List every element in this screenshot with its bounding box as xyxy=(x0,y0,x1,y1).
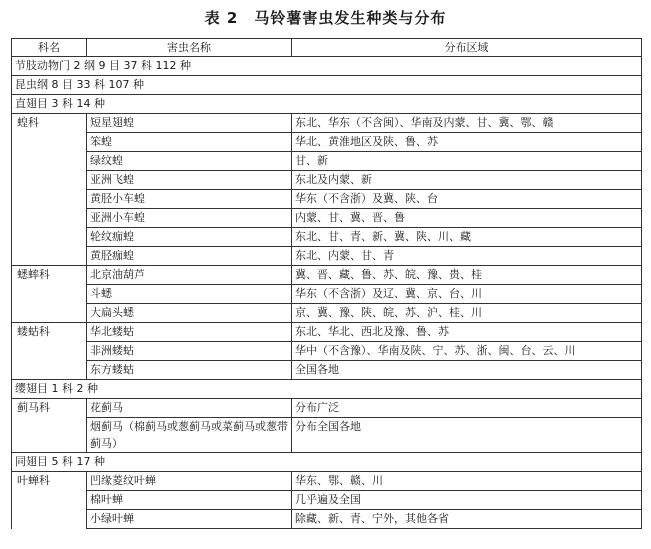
pest-name-cell: 花蓟马 xyxy=(87,399,292,418)
distribution-cell: 华东（不含浙）及辽、冀、京、台、川 xyxy=(292,285,642,304)
group-row xyxy=(12,76,642,95)
group-row xyxy=(12,380,642,399)
family-cell xyxy=(12,418,87,453)
distribution-cell: 分布广泛 xyxy=(292,399,642,418)
family-cell xyxy=(12,510,87,529)
distribution-cell: 冀、晋、藏、鲁、苏、皖、豫、贵、桂 xyxy=(292,266,642,285)
pest-name-cell: 黄胫小车蝗 xyxy=(87,190,292,209)
group-label: 缨翅目 1 科 2 种 xyxy=(12,380,642,399)
group-label: 节肢动物门 2 纲 9 目 37 科 112 种 xyxy=(12,57,642,76)
table-row xyxy=(12,342,642,361)
pest-name-cell: 亚洲小车蝗 xyxy=(87,209,292,228)
table-row xyxy=(12,133,642,152)
family-cell xyxy=(12,133,87,152)
pest-name-cell: 亚洲飞蝗 xyxy=(87,171,292,190)
pest-table xyxy=(11,38,642,529)
family-cell: 蓟马科 xyxy=(12,399,87,418)
table-row xyxy=(12,190,642,209)
pest-name-cell: 华北蝼蛄 xyxy=(87,323,292,342)
distribution-cell: 内蒙、甘、冀、晋、鲁 xyxy=(292,209,642,228)
group-label: 昆虫纲 8 目 33 科 107 种 xyxy=(12,76,642,95)
group-label: 直翅目 3 科 14 种 xyxy=(12,95,642,114)
family-cell xyxy=(12,247,87,266)
table-row xyxy=(12,361,642,380)
pest-name-cell: 黄胫痂蝗 xyxy=(87,247,292,266)
group-row xyxy=(12,453,642,472)
family-cell xyxy=(12,491,87,510)
distribution-cell: 全国各地 xyxy=(292,361,642,380)
family-cell xyxy=(12,152,87,171)
distribution-cell: 华中（不含豫）、华南及陕、宁、苏、浙、闽、台、云、川 xyxy=(292,342,642,361)
pest-name-cell: 绿纹蝗 xyxy=(87,152,292,171)
family-cell xyxy=(12,171,87,190)
distribution-cell: 东北及内蒙、新 xyxy=(292,171,642,190)
family-cell: 蝼蛄科 xyxy=(12,323,87,342)
table-row xyxy=(12,323,642,342)
group-row xyxy=(12,95,642,114)
pest-name-cell: 大扁头蟋 xyxy=(87,304,292,323)
pest-name-cell: 北京油葫芦 xyxy=(87,266,292,285)
pest-name-cell: 斗蟋 xyxy=(87,285,292,304)
distribution-cell: 除藏、新、青、宁外，其他各省 xyxy=(292,510,642,529)
distribution-cell: 华北、黄淮地区及陕、鲁、苏 xyxy=(292,133,642,152)
pest-name-cell: 凹缘菱纹叶蝉 xyxy=(87,472,292,491)
family-cell xyxy=(12,209,87,228)
table-row xyxy=(12,171,642,190)
header-row xyxy=(12,39,642,57)
family-cell: 蝗科 xyxy=(12,114,87,133)
table-row xyxy=(12,209,642,228)
pest-name-cell: 短星翅蝗 xyxy=(87,114,292,133)
table-row xyxy=(12,285,642,304)
distribution-cell: 华东（不含浙）及冀、陕、台 xyxy=(292,190,642,209)
pest-name-cell: 棉叶蝉 xyxy=(87,491,292,510)
table-row xyxy=(12,491,642,510)
pest-name-cell: 非洲蝼蛄 xyxy=(87,342,292,361)
header-distribution: 分布区域 xyxy=(292,39,642,57)
table-row xyxy=(12,266,642,285)
distribution-cell: 分布全国各地 xyxy=(292,418,642,453)
distribution-cell: 东北、华东（不含闽）、华南及内蒙、甘、冀、鄂、赣 xyxy=(292,114,642,133)
pest-name-cell: 笨蝗 xyxy=(87,133,292,152)
table-row xyxy=(12,399,642,418)
family-cell xyxy=(12,190,87,209)
table-row xyxy=(12,228,642,247)
table-row xyxy=(12,418,642,453)
group-row xyxy=(12,57,642,76)
table-row xyxy=(12,472,642,491)
family-cell xyxy=(12,285,87,304)
family-cell: 蟋蟀科 xyxy=(12,266,87,285)
table-row xyxy=(12,114,642,133)
family-cell: 叶蝉科 xyxy=(12,472,87,491)
family-cell xyxy=(12,304,87,323)
pest-name-cell: 东方蝼蛄 xyxy=(87,361,292,380)
table-row xyxy=(12,247,642,266)
pest-name-cell: 轮纹痂蝗 xyxy=(87,228,292,247)
distribution-cell: 东北、内蒙、甘、青 xyxy=(292,247,642,266)
pest-name-cell: 小绿叶蝉 xyxy=(87,510,292,529)
table-row xyxy=(12,304,642,323)
table-title: 表 2 马铃薯害虫发生种类与分布 xyxy=(204,9,447,27)
group-label: 同翅目 5 科 17 种 xyxy=(12,453,642,472)
family-cell xyxy=(12,342,87,361)
table-row xyxy=(12,152,642,171)
table-body xyxy=(12,57,642,529)
distribution-cell: 京、冀、豫、陕、皖、苏、沪、桂、川 xyxy=(292,304,642,323)
family-cell xyxy=(12,361,87,380)
distribution-cell: 华东、鄂、赣、川 xyxy=(292,472,642,491)
distribution-cell: 东北、华北、西北及豫、鲁、苏 xyxy=(292,323,642,342)
distribution-cell: 几乎遍及全国 xyxy=(292,491,642,510)
family-cell xyxy=(12,228,87,247)
header-family: 科名 xyxy=(12,39,87,57)
distribution-cell: 甘、新 xyxy=(292,152,642,171)
header-pest-name: 害虫名称 xyxy=(87,39,292,57)
distribution-cell: 东北、甘、青、新、冀、陕、川、藏 xyxy=(292,228,642,247)
table-row xyxy=(12,510,642,529)
pest-name-cell: 烟蓟马（棉蓟马或葱蓟马或菜蓟马或葱带蓟马） xyxy=(87,418,292,453)
